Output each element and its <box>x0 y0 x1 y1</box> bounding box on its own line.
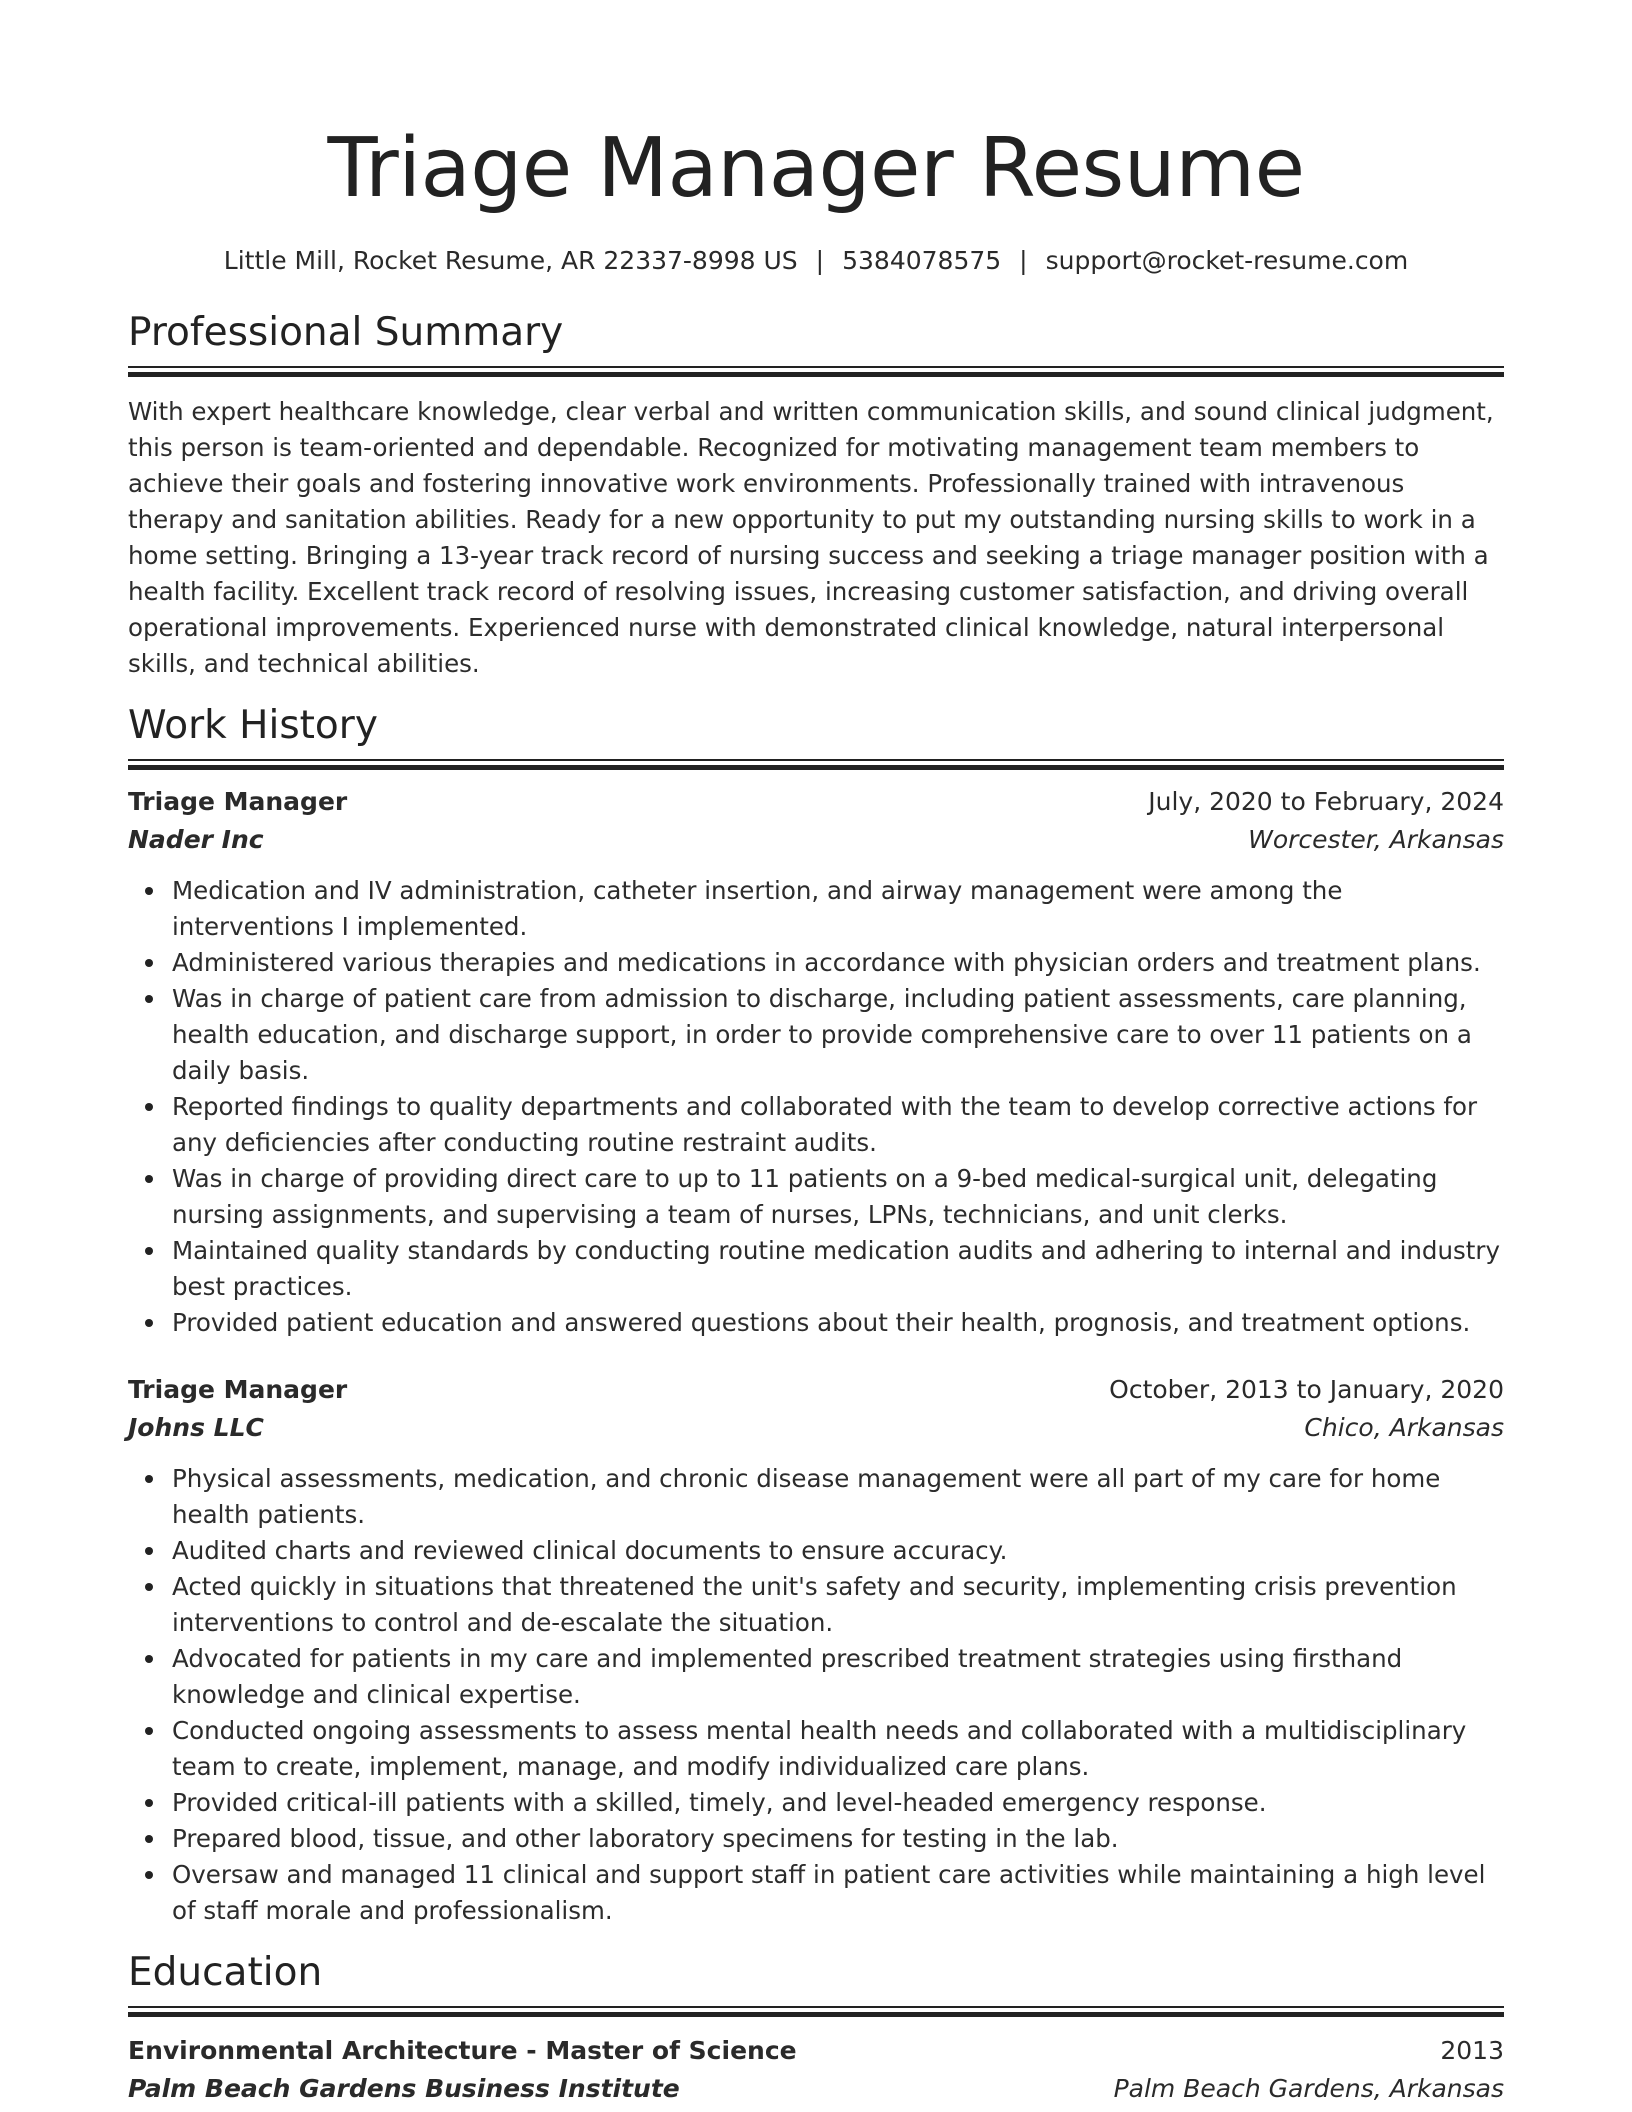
education-year: 2013 <box>1440 2036 1504 2065</box>
contact-separator: | <box>1019 246 1028 275</box>
resume-title: Triage Manager Resume <box>327 121 1305 216</box>
job-bullet: Medication and IV administration, catheter insertion, and airway management were among the interventions I implemented. <box>172 873 1504 945</box>
section-divider <box>128 366 1504 376</box>
contact-email: support@rocket-resume.com <box>1045 246 1409 275</box>
job-bullet-list <box>128 1461 1504 1929</box>
job-location: Chico, Arkansas <box>1304 1413 1504 1442</box>
education-entry <box>128 2032 1504 2108</box>
job-bullet: Was in charge of providing direct care to up to 11 patients on a 9-bed medical-surgical unit, delegating nursing assignments, and supervising a team of nurses, LPNs, technicians, and unit clerks. <box>172 1161 1504 1233</box>
job-bullet: Maintained quality standards by conducting routine medication audits and adhering to internal and industry best practices. <box>172 1233 1504 1305</box>
contact-line <box>128 248 1504 273</box>
education-school: Palm Beach Gardens Business Institute <box>128 2074 680 2103</box>
job-bullet: Reported findings to quality departments and collaborated with the team to develop corrective actions for any deficiencies after conducting routine restraint audits. <box>172 1089 1504 1161</box>
job-bullet: Acted quickly in situations that threatened the unit's safety and security, implementing crisis prevention interventions to control and de-escalate the situation. <box>172 1569 1504 1641</box>
contact-phone: 5384078575 <box>842 246 1002 275</box>
job-title: Triage Manager <box>128 787 348 816</box>
summary-text: With expert healthcare knowledge, clear verbal and written communication skills, and sound clinical judgment, this person is team-oriented and dependable. Recognized for motivating management team members to achieve their goals and fostering innovative work environments. Professionally trained with intravenous therapy and sanitation abilities. Ready for a new opportunity to put my outstanding nursing skills to work in a home setting. Bringing a 13-year track record of nursing success and seeking a triage manager position with a health facility. Excellent track record of resolving issues, increasing customer satisfaction, and driving overall operational improvements. Experienced nurse with demonstrated clinical knowledge, natural interpersonal skills, and technical abilities. <box>128 397 1494 678</box>
job-dates: July, 2020 to February, 2024 <box>1148 787 1504 816</box>
job-entry <box>128 1371 1504 1929</box>
contact-separator: | <box>815 246 825 275</box>
summary-section <box>128 310 1504 682</box>
section-divider <box>128 759 1504 769</box>
job-entry <box>128 783 1504 1341</box>
section-heading-education: Education <box>128 1950 323 1995</box>
job-bullet: Prepared blood, tissue, and other laboratory specimens for testing in the lab. <box>172 1821 1504 1857</box>
section-heading-work-history: Work History <box>128 703 378 748</box>
education-location: Palm Beach Gardens, Arkansas <box>1113 2074 1504 2103</box>
section-heading-summary: Professional Summary <box>128 310 564 355</box>
job-bullet: Provided critical-ill patients with a skilled, timely, and level-headed emergency response. <box>172 1785 1504 1821</box>
job-bullet: Audited charts and reviewed clinical documents to ensure accuracy. <box>172 1533 1504 1569</box>
section-divider <box>128 2006 1504 2016</box>
education-section <box>128 1950 1504 2108</box>
job-bullet: Provided patient education and answered questions about their health, prognosis, and treatment options. <box>172 1305 1504 1341</box>
contact-address: Little Mill, Rocket Resume, AR 22337-8998 US <box>223 246 798 275</box>
job-bullet: Advocated for patients in my care and implemented prescribed treatment strategies using firsthand knowledge and clinical expertise. <box>172 1641 1504 1713</box>
job-company: Nader Inc <box>128 825 264 854</box>
job-dates: October, 2013 to January, 2020 <box>1109 1375 1504 1404</box>
job-company: Johns LLC <box>128 1413 264 1442</box>
job-location: Worcester, Arkansas <box>1248 825 1504 854</box>
education-degree: Environmental Architecture - Master of Science <box>128 2036 797 2065</box>
job-bullet: Administered various therapies and medications in accordance with physician orders and treatment plans. <box>172 945 1504 981</box>
job-title: Triage Manager <box>128 1375 348 1404</box>
work-history-section <box>128 703 1504 1929</box>
job-bullet: Oversaw and managed 11 clinical and support staff in patient care activities while maintaining a high level of staff morale and professionalism. <box>172 1857 1504 1929</box>
job-bullet: Was in charge of patient care from admission to discharge, including patient assessments, care planning, health education, and discharge support, in order to provide comprehensive care to over 11 patients on a daily basis. <box>172 981 1504 1089</box>
job-bullet: Conducted ongoing assessments to assess mental health needs and collaborated with a multidisciplinary team to create, implement, manage, and modify individualized care plans. <box>172 1713 1504 1785</box>
job-bullet: Physical assessments, medication, and chronic disease management were all part of my care for home health patients. <box>172 1461 1504 1533</box>
job-bullet-list <box>128 873 1504 1341</box>
